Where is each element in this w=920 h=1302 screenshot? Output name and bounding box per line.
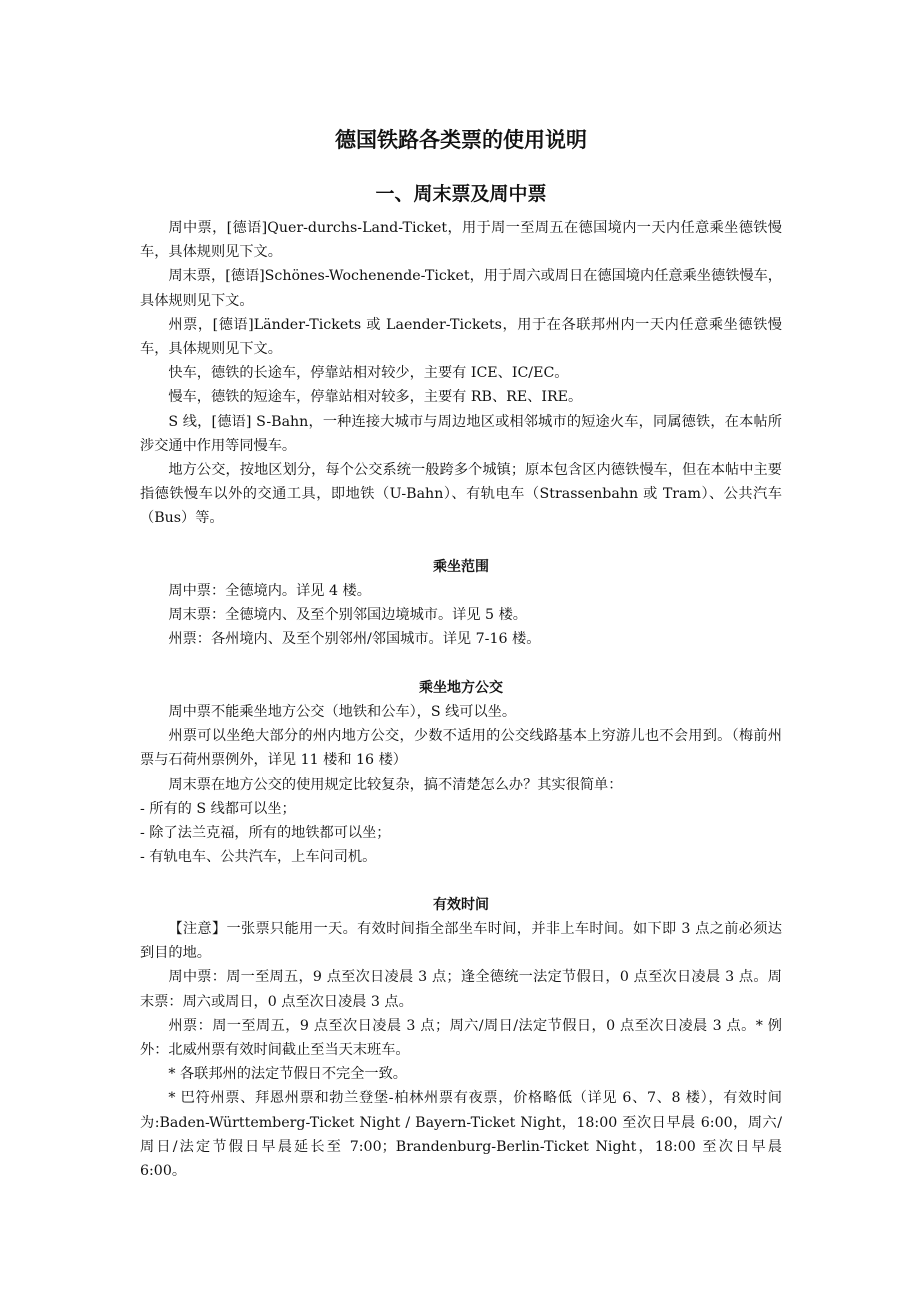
paragraph-local-transit: 地方公交，按地区划分，每个公交系统一般跨多个城镇；原本包含区内德铁慢车，但在本帖中主要指德铁慢车以外的交通工具，即地铁（U-Bahn）、有轨电车（Strassenbahn 或 Tram）、公共汽车（Bus）等。	[140, 462, 782, 527]
paragraph-scope-state: 州票：各州境内、及至个别邻州/邻国城市。详见 7-16 楼。	[168, 631, 541, 648]
heading-local-transit: 乘坐地方公交	[419, 680, 503, 696]
paragraph-validity-night-tickets: * 巴符州票、拜恩州票和勃兰登堡-柏林州票有夜票，价格略低（详见 6、7、8 楼），有效时间为:Baden-Württemberg-Ticket Night / Bayern-Ticket Night，18:00 至次日早晨 6:00，周六/周日/法定节假日早晨延长至 7:00；Brandenburg-Berlin-Ticket Night，18:00 至次日早晨 6:00。	[140, 1090, 782, 1180]
list-item: - 所有的 S 线都可以坐；	[140, 800, 296, 817]
paragraph-local-weekend: 周末票在地方公交的使用规定比较复杂，搞不清楚怎么办？其实很简单：	[168, 776, 623, 793]
paragraph-local-state-main: 州票可以坐绝大部分的州内地方公交，少数不适用的公交线路基本上穷游儿也不会用到。	[168, 728, 732, 745]
paragraph-validity-weekday-weekend: 周中票：周一至周五，9 点至次日凌晨 3 点；逢全德统一法定节假日，0 点至次日凌晨 3 点。周末票：周六或周日，0 点至次日凌晨 3 点。	[140, 969, 782, 1010]
paragraph-slow-train: 慢车，德铁的短途车，停靠站相对较多，主要有 RB、RE、IRE。	[168, 389, 583, 406]
paragraph-state-ticket: 州票，[德语]Länder-Tickets 或 Laender-Tickets，用于在各联邦州内一天内任意乘坐德铁慢车，具体规则见下文。	[140, 316, 782, 358]
heading-scope: 乘坐范围	[433, 559, 489, 575]
paragraph-local-state-exception: （梅前州票与石荷州票例外，详见 11 楼和 16 楼）	[140, 728, 782, 769]
page-title: 德国铁路各类票的使用说明	[335, 128, 587, 152]
paragraph-scope-weekday: 周中票：全德境内。详见 4 楼。	[168, 583, 371, 599]
paragraph-local-weekday: 周中票不能乘坐地方公交（地铁和公车），S 线可以坐。	[168, 704, 517, 720]
section-validity	[140, 893, 782, 1183]
section-heading-weekend-ticket: 一、周末票及周中票	[375, 183, 547, 205]
list-item: - 有轨电车、公共汽车，上车问司机。	[140, 849, 377, 866]
paragraph-scope-weekend: 周末票：全德境内、及至个别邻国边境城市。详见 5 楼。	[168, 607, 527, 624]
list-item: - 除了法兰克福，所有的地铁都可以坐；	[140, 825, 391, 842]
section-scope	[140, 555, 782, 652]
heading-validity: 有效时间	[433, 897, 489, 913]
section-local-transit	[140, 676, 782, 869]
paragraph-s-bahn: S 线，[德语] S-Bahn，一种连接大城市与周边地区或相邻城市的短途火车，同属德铁，在本帖所涉交通中作用等同慢车。	[140, 413, 782, 454]
paragraph-validity-state: 州票：周一至周五，9 点至次日凌晨 3 点；周六/周日/法定节假日，0 点至次日凌晨 3 点。* 例外：北威州票有效时间截止至当天末班车。	[140, 1017, 782, 1059]
paragraph-fast-train: 快车，德铁的长途车，停靠站相对较少，主要有 ICE、IC/EC。	[168, 365, 569, 382]
paragraph-validity-note: 【注意】一张票只能用一天。有效时间指全部坐车时间，并非上车时间。如下即 3 点之前必须达到目的地。	[140, 921, 782, 962]
paragraph-validity-holidays: * 各联邦州的法定节假日不完全一致。	[168, 1066, 407, 1083]
paragraph-weekday-ticket: 周中票，[德语]Quer-durchs-Land-Ticket，用于周一至周五在德国境内一天内任意乘坐德铁慢车，具体规则见下文。	[140, 220, 782, 261]
paragraph-weekend-ticket: 周末票，[德语]Schönes-Wochenende-Ticket，用于周六或周日在德国境内任意乘坐德铁慢车，具体规则见下文。	[140, 268, 782, 309]
section-intro	[140, 216, 782, 531]
paragraph-local-state	[140, 724, 782, 772]
